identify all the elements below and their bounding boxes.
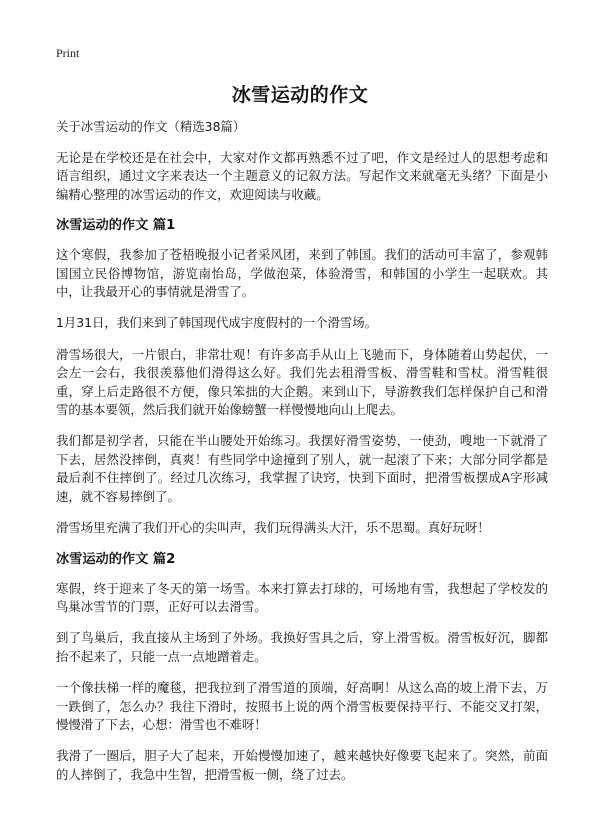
paragraph: 我们都是初学者，只能在半山腰处开始练习。我摆好滑雪姿势，一使劲，嗖地一下就滑了下去，居然没摔倒，真爽！有些同学中途撞到了别人，就一起滚了下来；大部分同学都是最后刹不住摔倒了。经过几次练习，我掌握了诀窍，快到下面时，把滑雪板摆成A字形减速，就不容易摔倒了。 — [56, 433, 548, 504]
paragraph: 1月31日，我们来到了韩国现代成宇度假村的一个滑雪场。 — [56, 315, 378, 331]
paragraph: 寒假，终于迎来了冬天的第一场雪。本来打算去打球的，可场地有雪，我想起了学校发的鸟巢冰雪节的门票，正好可以去滑雪。 — [56, 580, 548, 614]
section-heading: 冰雪运动的作文 篇2 — [56, 551, 176, 567]
paragraph: 一个像扶梯一样的魔毯，把我拉到了滑雪道的顶端，好高啊！从这么高的坡上滑下去，万一跌倒了，怎么办？我往下滑时，按照书上说的两个滑雪板要保持平行、不能交叉打架，慢慢滑了下去，心想：滑雪也不难呀！ — [56, 680, 548, 732]
paragraph: 滑雪场很大，一片银白，非常壮观！有许多高手从山上飞驰而下，身体随着山势起伏，一会左一会右，我很羡慕他们滑得这么好。我们先去租滑雪板、滑雪鞋和雪杖。滑雪鞋很重，穿上后走路很不方便，像只笨拙的大企鹅。来到山下，导游教我们怎样保护自己和滑雪的基本要领，然后我们就开始像螃蟹一样慢慢地向山上爬去。 — [56, 346, 548, 418]
paragraph: 这个寒假，我参加了苍梧晚报小记者采风团，来到了韩国。我们的活动可丰富了，参观韩国国立民俗博物馆，游览南怡岛，学做泡菜，体验滑雪，和韩国的小学生一起联欢。其中，让我最开心的事情就是滑雪了。 — [56, 247, 548, 300]
document-body — [56, 118, 548, 797]
paragraph: 我滑了一圈后，胆子大了起来，开始慢慢加速了，越来越快好像要飞起来了。突然，前面的人摔倒了，我急中生智，把滑雪板一侧，绕了过去。 — [56, 748, 548, 782]
paragraph: 到了鸟巢后，我直接从主场到了外场。我换好雪具之后，穿上滑雪板。滑雪板好沉，脚都抬不起来了，只能一点一点地蹭着走。 — [56, 630, 548, 664]
page-title: 冰雪运动的作文 — [231, 84, 369, 106]
document-subtitle: 关于冰雪运动的作文（精选38篇） — [56, 119, 246, 134]
section-heading: 冰雪运动的作文 篇1 — [56, 218, 176, 234]
intro-paragraph: 无论是在学校还是在社会中，大家对作文都再熟悉不过了吧，作文是经过人的思想考虑和语言组织，通过文字来表达一个主题意义的记叙方法。写起作文来就毫无头绪？下面是小编精心整理的冰雪运动的作文，欢迎阅读与收藏。 — [56, 150, 548, 202]
print-label: Print — [56, 46, 80, 60]
paragraph: 滑雪场里充满了我们开心的尖叫声，我们玩得满头大汗，乐不思蜀。真好玩呀！ — [56, 520, 490, 536]
